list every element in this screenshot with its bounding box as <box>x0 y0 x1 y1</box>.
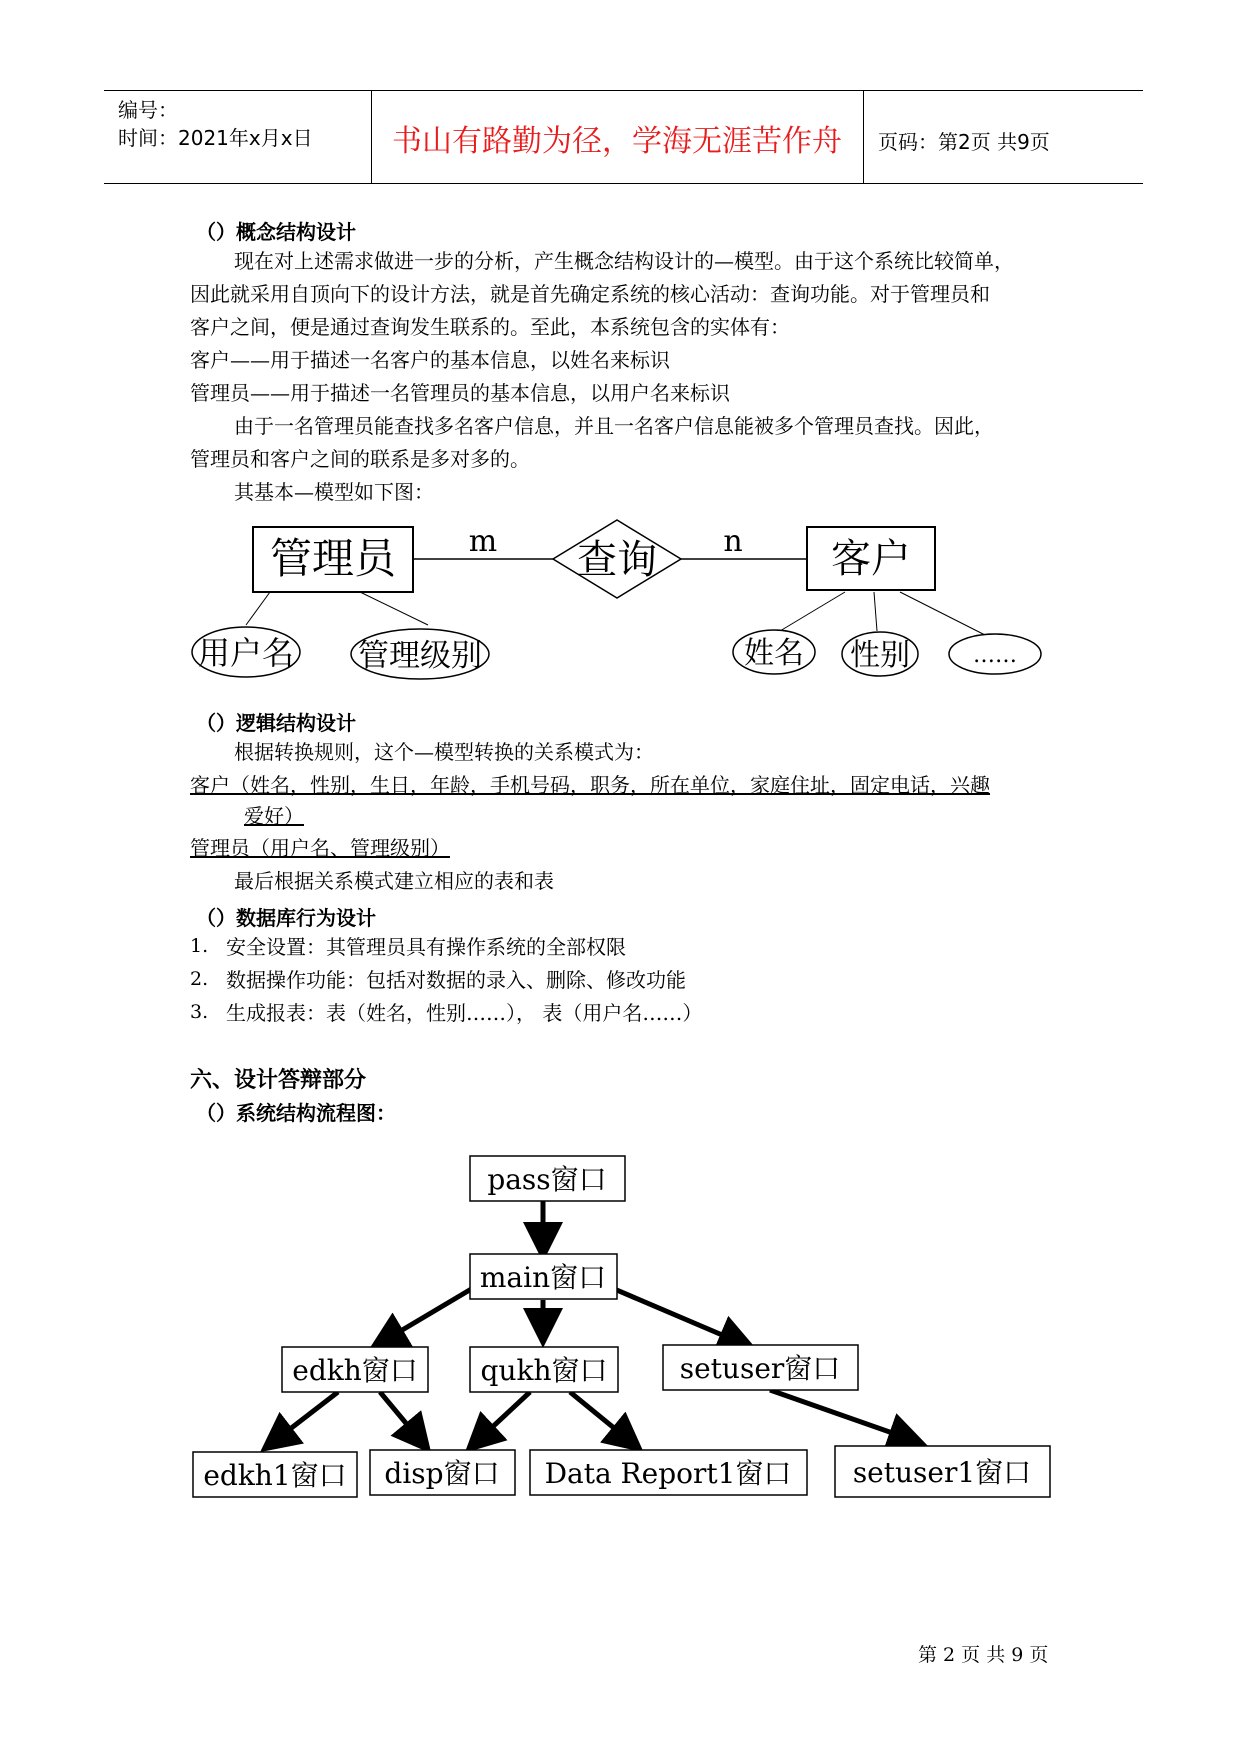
db-item-2-text: 数据操作功能：包括对数据的录入、删除、修改功能 <box>226 968 686 992</box>
concept-p2-line1: 由于一名管理员能查找多名客户信息，并且一名客户信息能被多个管理员查找。因此， <box>234 414 994 438</box>
flowchart-diagram <box>180 1140 1080 1520</box>
flow-arrow-qukh-report <box>570 1392 636 1446</box>
er-attr-gender-label: 性别 <box>850 638 910 673</box>
db-item-1-number: 1. <box>190 935 209 957</box>
er-entity-customer-label: 客户 <box>831 536 911 582</box>
er-entity-admin-label: 管理员 <box>269 534 397 583</box>
er-relationship-label: 查询 <box>577 537 657 583</box>
header-page-label: 页码：第2页 共9页 <box>878 130 1050 154</box>
flow-node-setuser-label: setuser窗口 <box>679 1352 841 1385</box>
er-diagram <box>190 515 1060 685</box>
logic-p1: 根据转换规则，这个—模型转换的关系模式为： <box>234 740 654 764</box>
er-attr-more-label: …… <box>973 643 1017 668</box>
concept-p2-line2: 管理员和客户之间的联系是多对多的。 <box>190 447 530 471</box>
flow-node-disp-label: disp窗口 <box>384 1457 500 1490</box>
flow-node-pass-label: pass窗口 <box>487 1163 607 1196</box>
flow-node-qukh-label: qukh窗口 <box>480 1354 608 1387</box>
er-link-admin-username <box>246 592 270 625</box>
logic-schema-customer-line1: 客户（姓名，性别，生日，年龄，手机号码，职务，所在单位，家庭住址，固定电话，兴趣 <box>190 773 990 797</box>
concept-p1-line3: 客户之间，便是通过查询发生联系的。至此，本系统包含的实体有： <box>190 315 790 339</box>
section-six-heading: 六、设计答辩部分 <box>190 1068 367 1093</box>
logic-p2: 最后根据关系模式建立相应的表和表 <box>234 869 554 893</box>
header-bottom-rule <box>104 183 1143 184</box>
flow-node-report-label: Data Report1窗口 <box>544 1457 792 1490</box>
er-link-customer-gender <box>874 592 877 631</box>
logic-schema-customer-line2: 爱好） <box>244 804 304 828</box>
flow-arrow-main-setuser <box>612 1288 748 1346</box>
er-attr-username-label: 用户名 <box>197 634 295 672</box>
header-divider-right <box>863 90 864 184</box>
section-logic-heading: （）逻辑结构设计 <box>196 711 356 735</box>
concept-p3: 其基本—模型如下图： <box>234 480 434 504</box>
section-db-heading: （）数据库行为设计 <box>196 906 376 930</box>
flow-arrow-edkh-edkh1 <box>268 1392 338 1446</box>
flow-arrow-qukh-disp <box>472 1392 530 1446</box>
concept-entity-admin: 管理员——用于描述一名管理员的基本信息，以用户名来标识 <box>190 381 730 405</box>
flow-node-setuser1-label: setuser1窗口 <box>852 1456 1032 1489</box>
section-concept-heading: （）概念结构设计 <box>196 220 356 244</box>
flow-arrow-setuser-setuser1 <box>770 1390 918 1442</box>
concept-p1-line2: 因此就采用自顶向下的设计方法，就是首先确定系统的核心活动：查询功能。对于管理员和 <box>190 282 990 306</box>
flow-arrow-edkh-disp <box>380 1392 425 1446</box>
flow-node-main-label: main窗口 <box>479 1261 607 1294</box>
er-link-customer-more <box>900 592 985 635</box>
er-attr-name-label: 姓名 <box>744 636 804 671</box>
er-attr-level-label: 管理级别 <box>358 638 482 674</box>
er-link-customer-name <box>780 592 845 631</box>
logic-schema-admin: 管理员（用户名、管理级别） <box>190 836 450 860</box>
header-top-rule <box>104 90 1143 91</box>
er-cardinality-n: n <box>723 524 743 559</box>
flow-node-edkh-label: edkh窗口 <box>292 1354 418 1387</box>
er-link-admin-level <box>360 592 428 625</box>
db-item-2-number: 2. <box>190 968 209 990</box>
er-cardinality-m: m <box>468 524 498 559</box>
concept-entity-customer: 客户——用于描述一名客户的基本信息，以姓名来标识 <box>190 348 670 372</box>
header-number-label: 编号： <box>118 98 178 122</box>
db-item-3-number: 3. <box>190 1001 209 1023</box>
footer-page-number: 第 2 页 共 9 页 <box>918 1644 1049 1666</box>
header-time-label: 时间：2021年x月x日 <box>118 126 313 150</box>
header-motto: 书山有路勤为径，学海无涯苦作舟 <box>392 124 842 159</box>
db-item-1-text: 安全设置：其管理员具有操作系统的全部权限 <box>226 935 626 959</box>
concept-p1-line1: 现在对上述需求做进一步的分析，产生概念结构设计的—模型。由于这个系统比较简单， <box>234 249 1014 273</box>
flow-node-edkh1-label: edkh1窗口 <box>203 1459 347 1492</box>
flow-arrow-main-edkh <box>377 1288 473 1345</box>
section-six-subheading: （）系统结构流程图： <box>196 1101 396 1125</box>
db-item-3-text: 生成报表：表（姓名，性别……）， 表（用户名……） <box>226 1001 703 1025</box>
